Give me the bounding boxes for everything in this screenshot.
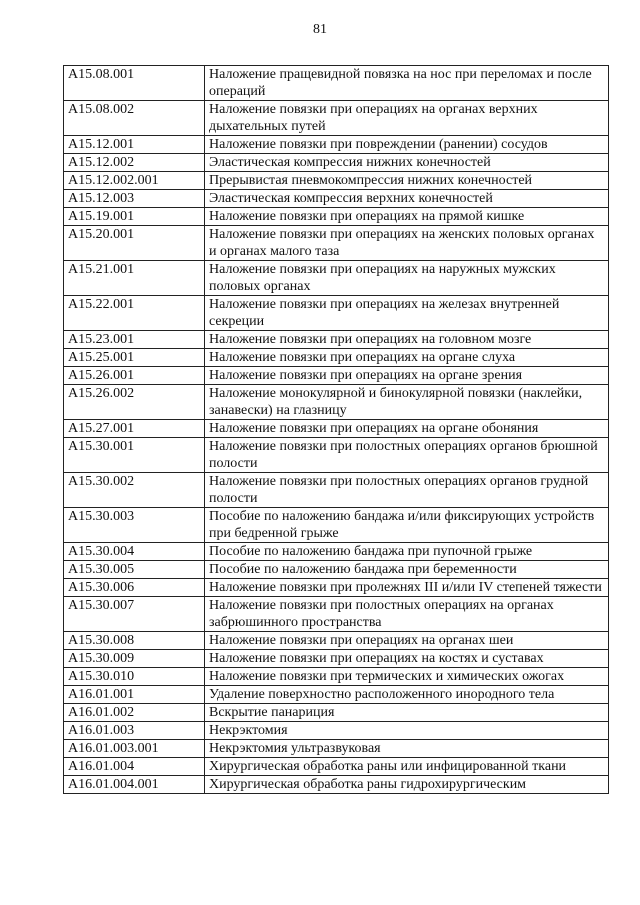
service-name-cell: Удаление поверхностно расположенного инородного тела: [205, 686, 609, 704]
service-code-cell: A15.26.002: [64, 385, 205, 420]
service-name-cell: Наложение повязки при полостных операциях органов грудной полости: [205, 473, 609, 508]
table-row: [64, 101, 609, 136]
service-code-cell: A15.30.001: [64, 438, 205, 473]
service-code-cell: A15.30.005: [64, 561, 205, 579]
table-row: [64, 597, 609, 632]
service-code-cell: A15.08.002: [64, 101, 205, 136]
table-row: [64, 722, 609, 740]
service-name-cell: Наложение повязки при операциях на костях и суставах: [205, 650, 609, 668]
service-code-cell: A16.01.004: [64, 758, 205, 776]
table-row: [64, 543, 609, 561]
table-row: [64, 385, 609, 420]
table-row: [64, 758, 609, 776]
service-code-cell: A15.30.007: [64, 597, 205, 632]
table-row: [64, 438, 609, 473]
service-name-cell: Наложение повязки при операциях на головном мозге: [205, 331, 609, 349]
service-name-cell: Наложение повязки при операциях на органах верхних дыхательных путей: [205, 101, 609, 136]
table-row: [64, 208, 609, 226]
service-code-cell: A15.23.001: [64, 331, 205, 349]
table-row: [64, 367, 609, 385]
service-name-cell: Эластическая компрессия верхних конечностей: [205, 190, 609, 208]
table-row: [64, 349, 609, 367]
service-code-cell: A16.01.003.001: [64, 740, 205, 758]
table-row: [64, 190, 609, 208]
table-row: [64, 740, 609, 758]
service-name-cell: Наложение повязки при пролежнях III и/или IV степеней тяжести: [205, 579, 609, 597]
service-name-cell: Наложение пращевидной повязка на нос при переломах и после операций: [205, 66, 609, 101]
service-code-cell: A15.21.001: [64, 261, 205, 296]
service-code-cell: A15.12.003: [64, 190, 205, 208]
table-row: [64, 172, 609, 190]
service-code-cell: A15.30.006: [64, 579, 205, 597]
service-name-cell: Пособие по наложению бандажа при пупочной грыже: [205, 543, 609, 561]
table-row: [64, 154, 609, 172]
service-name-cell: Пособие по наложению бандажа и/или фиксирующих устройств при бедренной грыже: [205, 508, 609, 543]
service-name-cell: Наложение монокулярной и бинокулярной повязки (наклейки, занавески) на глазницу: [205, 385, 609, 420]
service-code-cell: A15.26.001: [64, 367, 205, 385]
service-code-cell: A15.19.001: [64, 208, 205, 226]
service-name-cell: Наложение повязки при повреждении (ранении) сосудов: [205, 136, 609, 154]
table-row: [64, 66, 609, 101]
service-name-cell: Наложение повязки при операциях на органе обоняния: [205, 420, 609, 438]
service-name-cell: Наложение повязки при операциях на органе слуха: [205, 349, 609, 367]
service-code-cell: A15.30.010: [64, 668, 205, 686]
table-row: [64, 561, 609, 579]
service-code-cell: A15.27.001: [64, 420, 205, 438]
service-name-cell: Хирургическая обработка раны гидрохирургическим: [205, 776, 609, 794]
service-code-cell: A16.01.004.001: [64, 776, 205, 794]
table-row: [64, 136, 609, 154]
service-code-cell: A15.12.002.001: [64, 172, 205, 190]
table-row: [64, 668, 609, 686]
service-name-cell: Некрэктомия ультразвуковая: [205, 740, 609, 758]
service-name-cell: Наложение повязки при операциях на органе зрения: [205, 367, 609, 385]
service-code-cell: A15.25.001: [64, 349, 205, 367]
table-row: [64, 226, 609, 261]
table-body: [64, 66, 609, 794]
table-row: [64, 473, 609, 508]
service-name-cell: Наложение повязки при операциях на прямой кишке: [205, 208, 609, 226]
service-name-cell: Наложение повязки при полостных операциях органов брюшной полости: [205, 438, 609, 473]
table-row: [64, 632, 609, 650]
service-name-cell: Наложение повязки при операциях на женских половых органах и органах малого таза: [205, 226, 609, 261]
table-row: [64, 650, 609, 668]
service-code-table: [63, 65, 609, 794]
service-code-cell: A15.12.001: [64, 136, 205, 154]
service-code-cell: A15.30.008: [64, 632, 205, 650]
table-row: [64, 331, 609, 349]
service-code-cell: A16.01.003: [64, 722, 205, 740]
table-row: [64, 579, 609, 597]
table-row: [64, 261, 609, 296]
service-name-cell: Наложение повязки при операциях на наружных мужских половых органах: [205, 261, 609, 296]
service-code-cell: A15.30.002: [64, 473, 205, 508]
service-code-cell: A15.08.001: [64, 66, 205, 101]
service-name-cell: Пособие по наложению бандажа при беременности: [205, 561, 609, 579]
service-name-cell: Прерывистая пневмокомпрессия нижних конечностей: [205, 172, 609, 190]
service-code-cell: A15.30.003: [64, 508, 205, 543]
service-name-cell: Хирургическая обработка раны или инфицированной ткани: [205, 758, 609, 776]
service-name-cell: Некрэктомия: [205, 722, 609, 740]
service-code-cell: A15.30.009: [64, 650, 205, 668]
service-name-cell: Наложение повязки при операциях на органах шеи: [205, 632, 609, 650]
service-code-cell: A15.30.004: [64, 543, 205, 561]
service-code-cell: A16.01.002: [64, 704, 205, 722]
service-code-cell: A16.01.001: [64, 686, 205, 704]
table-row: [64, 508, 609, 543]
service-name-cell: Наложение повязки при полостных операциях на органах забрюшинного пространства: [205, 597, 609, 632]
service-name-cell: Эластическая компрессия нижних конечностей: [205, 154, 609, 172]
table-row: [64, 704, 609, 722]
table-row: [64, 776, 609, 794]
service-code-cell: A15.12.002: [64, 154, 205, 172]
service-name-cell: Наложение повязки при операциях на железах внутренней секреции: [205, 296, 609, 331]
table-row: [64, 296, 609, 331]
table-row: [64, 420, 609, 438]
table-row: [64, 686, 609, 704]
service-code-cell: A15.20.001: [64, 226, 205, 261]
service-name-cell: Наложение повязки при термических и химических ожогах: [205, 668, 609, 686]
service-name-cell: Вскрытие панариция: [205, 704, 609, 722]
page-number: 81: [313, 22, 327, 37]
service-code-cell: A15.22.001: [64, 296, 205, 331]
